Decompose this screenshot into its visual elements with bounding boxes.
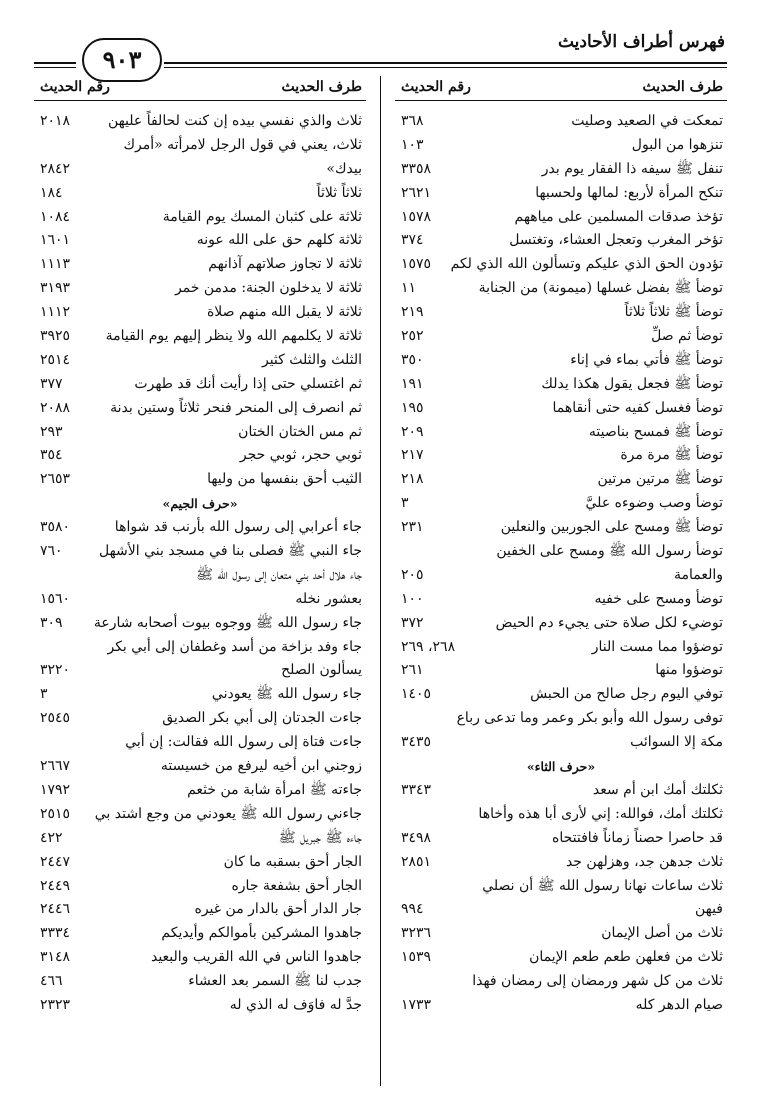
right-column-header <box>395 76 727 101</box>
hadith-number: ٣١٩٣ <box>40 280 71 297</box>
hadith-phrase: توضأ ﷺ مرتين مرتين <box>597 471 723 488</box>
hadith-number: ٣٠٩ <box>40 614 63 631</box>
index-entry <box>34 731 366 755</box>
hadith-phrase: توضأ ﷺ ومسح على الجوربين والنعلين <box>500 519 723 536</box>
hadith-phrase: جاهدوا الناس في الله القريب والبعيد <box>150 949 362 966</box>
hadith-phrase: بيدك» <box>326 160 362 177</box>
hadith-number: ٢٥٤٥ <box>40 710 71 727</box>
index-entry <box>395 851 727 875</box>
hadith-phrase: ثم مس الختان الختان <box>238 423 362 440</box>
hadith-phrase: توضأ ﷺ فجعل يقول هكذا يدلك <box>541 375 723 392</box>
hadith-phrase: يسألون الصلح <box>281 662 362 679</box>
hadith-phrase: توفي اليوم رجل صالح من الحبش <box>530 686 723 703</box>
index-entry <box>395 875 727 899</box>
index-entry-continuation <box>34 755 366 779</box>
hadith-phrase: الثلث والثلث كثير <box>261 351 362 368</box>
index-entry <box>395 110 727 134</box>
index-entry <box>34 564 366 588</box>
hadith-number: ٣٥٤ <box>40 447 63 464</box>
index-entry <box>34 851 366 875</box>
index-entry-continuation <box>395 564 727 588</box>
hadith-number: ١٥٣٩ <box>401 949 432 966</box>
hadith-number: ٢٦١ <box>401 662 424 679</box>
hadith-number: ١٨٤ <box>40 184 63 201</box>
hadith-number: ٣٣٤٣ <box>401 781 432 798</box>
index-entry <box>34 301 366 325</box>
index-entry <box>395 970 727 994</box>
index-entry <box>395 253 727 277</box>
index-entry <box>395 683 727 707</box>
hadith-phrase: فيهن <box>694 901 723 918</box>
hadith-phrase: ثلاثة لا يكلمهم الله ولا ينظر إليهم يوم القيامة <box>105 328 362 345</box>
hadith-number: ١١ <box>401 280 417 297</box>
index-entry <box>395 468 727 492</box>
index-entry <box>395 158 727 182</box>
hadith-phrase: جاءت الجدتان إلى أبي بكر الصديق <box>162 710 362 727</box>
index-entry <box>395 922 727 946</box>
hadith-phrase: جاءني رسول الله ﷺ يعودني من وجع اشتد بي <box>94 805 362 822</box>
hadith-number: ٣ <box>401 495 409 512</box>
hadith-phrase: قد حاصرا حصناً زماناً فافتتحاه <box>552 829 723 846</box>
hadith-number: ٣٤٩٨ <box>401 829 432 846</box>
index-entry <box>395 492 727 516</box>
hadith-phrase: جاء رسول الله ﷺ يعودني <box>211 686 362 703</box>
index-entry <box>395 803 727 827</box>
hadith-number: ٢٤٤٧ <box>40 853 71 870</box>
index-entry <box>34 707 366 731</box>
hadith-phrase: توضأ ﷺ فمسح بناصيته <box>588 423 723 440</box>
hadith-phrase: جاءه ﷺ جبريل ﷺ <box>278 829 362 846</box>
hadith-number: ٢٦٥٣ <box>40 471 71 488</box>
page-title: فهرس أطراف الأحاديث <box>557 32 725 52</box>
hadith-phrase-heading: طرف الحديث <box>642 79 723 95</box>
hadith-phrase: الجار أحق بشفعة جاره <box>231 877 362 894</box>
index-entry <box>34 970 366 994</box>
hadith-phrase: ثلاثة لا يقبل الله منهم صلاة <box>206 304 362 321</box>
index-entry <box>34 421 366 445</box>
hadith-phrase: والعمامة <box>673 566 723 583</box>
hadith-number: ٣٦٨ <box>401 113 424 129</box>
hadith-phrase: توضأ فغسل كفيه حتى أنقاهما <box>552 399 723 416</box>
index-entry <box>34 946 366 970</box>
index-entry <box>395 421 727 445</box>
hadith-number: ٤٦٦ <box>40 973 63 990</box>
section-heading-text: «حرف الجيم» <box>162 496 238 512</box>
hadith-number: ٢٦٢١ <box>401 184 432 201</box>
index-entry <box>395 946 727 970</box>
index-entry <box>395 229 727 253</box>
hadith-phrase: ثلاثة لا يدخلون الجنة: مدمن خمر <box>174 280 362 297</box>
index-entry <box>34 636 366 660</box>
index-entry <box>395 659 727 683</box>
hadith-phrase: توضأ ﷺ ثلاثاً ثلاثاً <box>624 304 723 321</box>
hadith-number: ٢٤٤٩ <box>40 877 71 894</box>
header-rule <box>164 62 727 68</box>
index-entry <box>34 875 366 899</box>
index-entry <box>34 110 366 134</box>
hadith-number: ٣٥٨٠ <box>40 519 71 536</box>
hadith-phrase: زوجني ابن أخيه ليرفع من خسيسته <box>160 758 362 775</box>
hadith-number: ٢٠١٨ <box>40 113 71 129</box>
hadith-number: ٣٩٢٥ <box>40 328 71 345</box>
hadith-number: ٣٧٤ <box>401 232 424 249</box>
page-header <box>34 14 727 74</box>
index-entry <box>34 325 366 349</box>
hadith-number: ٢١٩ <box>401 304 424 321</box>
hadith-number: ٣٣٣٤ <box>40 925 71 942</box>
hadith-phrase: تنكح المرأة لأربع: لمالها ولحسبها <box>535 184 723 201</box>
index-entry <box>395 636 727 660</box>
hadith-phrase: توفى رسول الله وأبو بكر وعمر وما تدعى رباع <box>456 710 723 727</box>
hadith-phrase: جاءت فتاة إلى رسول الله فقالت: إن أبي <box>125 734 362 751</box>
index-entry-continuation <box>395 731 727 755</box>
hadith-phrase: توضؤوا مما مست النار <box>591 638 723 655</box>
page-number: ٩٠٣ <box>82 38 162 82</box>
hadith-number: ٢٥١٥ <box>40 805 71 822</box>
right-column <box>395 76 727 1018</box>
index-entry <box>34 444 366 468</box>
hadith-number: ١٥٦٠ <box>40 590 71 607</box>
hadith-phrase: ثلاثة لا تجاوز صلاتهم آذانهم <box>208 256 362 273</box>
index-entry <box>395 444 727 468</box>
hadith-number: ٣٧٧ <box>40 375 63 392</box>
index-entry <box>395 540 727 564</box>
hadith-number: ٢١٨ <box>401 471 424 488</box>
hadith-phrase: جدَّ له فاوَف له الذي له <box>229 996 362 1013</box>
index-entry <box>34 373 366 397</box>
left-column <box>34 76 366 1018</box>
index-entry <box>34 277 366 301</box>
left-column-header <box>34 76 366 101</box>
hadith-number: ٧٦٠ <box>40 543 63 560</box>
hadith-number: ٢٦٨، ٢٦٩ <box>401 638 456 655</box>
hadith-phrase: ثكلتك أمك، فوالله: إني لأرى أبا هذه وأخاها <box>478 805 723 822</box>
hadith-phrase: توضأ ومسح على خفيه <box>594 590 723 607</box>
section-heading-text: «حرف الثاء» <box>526 759 596 775</box>
header-rule-left <box>34 62 76 68</box>
hadith-phrase: جاء أعرابي إلى رسول الله بأرنب قد شواها <box>114 519 362 536</box>
index-entry <box>34 182 366 206</box>
hadith-phrase: مكة إلا السوائب <box>630 734 723 751</box>
index-entry <box>395 206 727 230</box>
hadith-number: ٢٥١٤ <box>40 351 71 368</box>
hadith-number: ٢٤٤٦ <box>40 901 71 918</box>
hadith-number: ٢٦٦٧ <box>40 758 71 775</box>
index-entry <box>395 349 727 373</box>
hadith-phrase: ثلاثة على كثبان المسك يوم القيامة <box>162 208 362 225</box>
hadith-phrase: جاء رسول الله ﷺ ووجوه بيوت أصحابه شارعة <box>93 614 362 631</box>
section-heading <box>34 492 366 516</box>
hadith-phrase: ثلاث، يعني في قول الرجل لامرأته «أمرك <box>123 136 362 153</box>
hadith-phrase: ثلاث من فعلهن طعم طعم الإيمان <box>529 949 723 966</box>
hadith-phrase-heading: طرف الحديث <box>281 79 362 95</box>
hadith-number: ٢٣٢٣ <box>40 996 71 1013</box>
index-entry-continuation <box>395 994 727 1018</box>
index-entry <box>34 827 366 851</box>
hadith-number: ١٦٠١ <box>40 232 71 249</box>
hadith-phrase: تؤخذ صدقات المسلمين على مياههم <box>514 208 723 225</box>
hadith-phrase: صيام الدهر كله <box>635 996 723 1013</box>
hadith-phrase: ثم اغتسلي حتى إذا رأيت أنك قد طهرت <box>134 375 362 392</box>
hadith-number: ٢٠٥ <box>401 566 424 583</box>
hadith-number: ١٧٣٣ <box>401 996 432 1013</box>
index-entry <box>34 683 366 707</box>
index-entry <box>395 373 727 397</box>
hadith-number: ٣٢٣٦ <box>401 925 432 942</box>
hadith-phrase: تؤدون الحق الذي عليكم وتسألون الله الذي لكم <box>450 256 723 273</box>
hadith-phrase: ثوبي حجر، ثوبي حجر <box>239 447 362 464</box>
index-entry <box>34 206 366 230</box>
hadith-number: ١٠٨٤ <box>40 208 71 225</box>
index-entry <box>395 182 727 206</box>
index-entry <box>395 779 727 803</box>
index-entry <box>395 277 727 301</box>
hadith-phrase: تنفل ﷺ سيفه ذا الفقار يوم بدر <box>541 160 723 177</box>
index-entry-continuation <box>395 898 727 922</box>
hadith-phrase: جاءته ﷺ امرأة شابة من خثعم <box>187 781 362 798</box>
hadith-phrase: توضأ وصب وضوءه عليَّ <box>585 495 723 512</box>
hadith-number: ٢٥٢ <box>401 328 424 345</box>
left-column-entries <box>34 101 366 1018</box>
hadith-phrase: جاء النبي ﷺ فصلى بنا في مسجد بني الأشهل <box>99 543 362 560</box>
hadith-phrase: ثلاث ساعات نهانا رسول الله ﷺ أن نصلي <box>482 877 723 894</box>
column-divider <box>380 76 381 1086</box>
index-entry-continuation <box>395 827 727 851</box>
hadith-number: ٣٣٥٨ <box>401 160 432 177</box>
index-entry <box>34 922 366 946</box>
hadith-number: ١٠٠ <box>401 590 424 607</box>
hadith-number-heading: رقم الحديث <box>401 79 471 95</box>
hadith-number: ٢٠٨٨ <box>40 399 71 416</box>
hadith-phrase: جار الدار أحق بالدار من غيره <box>194 901 362 918</box>
hadith-phrase: الجار أحق بسقبه ما كان <box>223 853 362 870</box>
hadith-phrase: ثلاثاً ثلاثاً <box>316 184 362 201</box>
hadith-phrase: ثم انصرف إلى المنحر فنحر ثلاثاً وستين بدنة <box>110 399 362 416</box>
hadith-phrase: بعشور نخله <box>295 590 362 607</box>
index-entry <box>34 612 366 636</box>
hadith-number: ٢٨٥١ <box>401 853 432 870</box>
hadith-number: ١١١٣ <box>40 256 71 273</box>
hadith-number: ١٥٧٥ <box>401 256 432 273</box>
hadith-phrase: جاهدوا المشركين بأموالكم وأيديكم <box>161 925 362 942</box>
hadith-phrase: الثيب أحق بنفسها من وليها <box>207 471 362 488</box>
right-column-entries <box>395 101 727 1018</box>
hadith-number: ٢٩٣ <box>40 423 63 440</box>
hadith-phrase: ثلاث والذي نفسي بيده إن كنت لحالفاً عليهن <box>107 113 362 129</box>
index-entry-continuation <box>34 158 366 182</box>
hadith-number: ٣٧٢ <box>401 614 424 631</box>
hadith-phrase: تؤخر المغرب وتعجل العشاء، وتغتسل <box>509 232 723 249</box>
hadith-phrase: ثلاثة كلهم حق على الله عونه <box>196 232 362 249</box>
hadith-phrase: ثلاث من كل شهر ورمضان إلى رمضان فهذا <box>472 973 723 990</box>
hadith-phrase: تمعكت في الصعيد وصليت <box>571 113 723 129</box>
hadith-phrase: جاء هلال أحد بني متعان إلى رسول الله ﷺ <box>196 566 362 583</box>
index-entry <box>34 516 366 540</box>
hadith-number-heading: رقم الحديث <box>40 79 110 95</box>
index-entry <box>34 229 366 253</box>
hadith-number: ١٥٧٨ <box>401 208 432 225</box>
hadith-phrase: توضأ ﷺ فأتي بماء في إناء <box>570 351 723 368</box>
index-entry <box>34 779 366 803</box>
hadith-phrase: توضيء لكل صلاة حتى يجيء دم الحيض <box>495 614 723 631</box>
hadith-number: ٣٢٢٠ <box>40 662 71 679</box>
index-entry <box>395 588 727 612</box>
hadith-number: ٩٩٤ <box>401 901 424 918</box>
hadith-number: ١٤٠٥ <box>401 686 432 703</box>
index-entry <box>34 253 366 277</box>
index-entry <box>34 540 366 564</box>
hadith-phrase: توضأ رسول الله ﷺ ومسح على الخفين <box>496 543 723 560</box>
index-entry <box>395 325 727 349</box>
index-entry-continuation <box>34 588 366 612</box>
index-entry <box>34 994 366 1018</box>
index-entry <box>395 301 727 325</box>
hadith-number: ١٩١ <box>401 375 424 392</box>
hadith-number: ١٠٣ <box>401 136 424 153</box>
index-entry <box>395 707 727 731</box>
hadith-phrase: ثلاث جدهن جد، وهزلهن جد <box>565 853 723 870</box>
hadith-phrase: توضأ ﷺ بفضل غسلها (ميمونة) من الجنابة <box>478 280 723 297</box>
index-entry <box>395 397 727 421</box>
index-entry <box>395 134 727 158</box>
index-entry <box>34 397 366 421</box>
hadith-phrase: توضأ ثم صلِّ <box>651 328 723 345</box>
hadith-number: ٤٢٢ <box>40 829 63 846</box>
index-entry <box>34 898 366 922</box>
hadith-number: ٢٠٩ <box>401 423 424 440</box>
hadith-number: ١٩٥ <box>401 399 424 416</box>
index-entry <box>34 134 366 158</box>
hadith-number: ٣ <box>40 686 48 703</box>
hadith-phrase: جدب لنا ﷺ السمر بعد العشاء <box>188 973 362 990</box>
hadith-number: ١٧٩٢ <box>40 781 71 798</box>
hadith-number: ٣٤٣٥ <box>401 734 432 751</box>
index-entry <box>34 803 366 827</box>
hadith-phrase: تنزهوا من البول <box>631 136 723 153</box>
hadith-number: ١١١٢ <box>40 304 71 321</box>
hadith-number: ٢٨٤٢ <box>40 160 71 177</box>
hadith-phrase: ثكلتك أمك ابن أم سعد <box>592 781 723 798</box>
index-entry-continuation <box>34 659 366 683</box>
hadith-phrase: توضأ ﷺ مرة مرة <box>620 447 723 464</box>
hadith-phrase: ثلاث من أصل الإيمان <box>601 925 723 942</box>
hadith-phrase: توضؤوا منها <box>655 662 723 679</box>
hadith-number: ٣٥٠ <box>401 351 424 368</box>
index-entry <box>34 468 366 492</box>
section-heading <box>395 755 727 779</box>
hadith-phrase: جاء وفد بزاخة من أسد وغطفان إلى أبي بكر <box>107 638 362 655</box>
index-entry <box>395 612 727 636</box>
hadith-number: ٢١٧ <box>401 447 424 464</box>
hadith-number: ٣١٤٨ <box>40 949 71 966</box>
index-entry <box>34 349 366 373</box>
index-entry <box>395 516 727 540</box>
hadith-number: ٢٣١ <box>401 519 424 536</box>
